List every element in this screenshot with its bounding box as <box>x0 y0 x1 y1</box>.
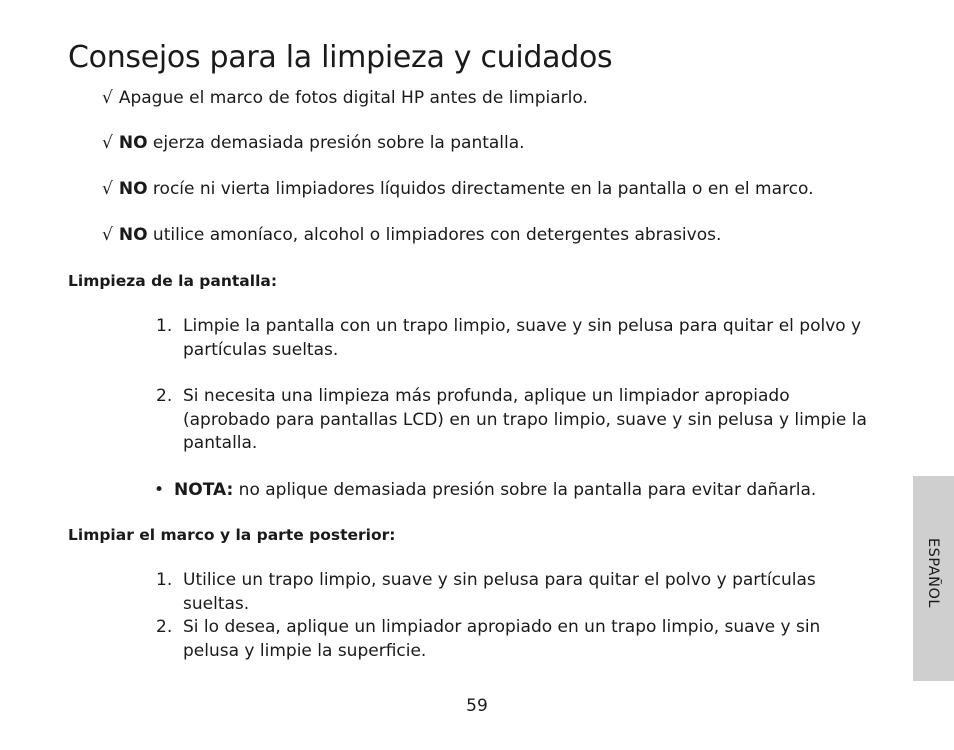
page-title: Consejos para la limpieza y cuidados <box>68 40 613 75</box>
tip-emphasis: NO <box>118 225 148 245</box>
step-text: Si necesita una limpieza más profunda, aplique un limpiador apropiado (aprobado para pantallas LCD) en un trapo limpio, suave y sin pelusa y limpie la pantalla. <box>183 386 867 453</box>
step-text: Utilice un trapo limpio, suave y sin pelusa para quitar el polvo y partículas sueltas. <box>183 570 816 614</box>
page-number: 59 <box>466 696 488 716</box>
language-tab <box>913 476 954 681</box>
check-mark-icon: √ <box>102 179 113 199</box>
screen-step <box>156 385 876 456</box>
tip-emphasis: NO <box>118 179 148 199</box>
tip-text: utilice amoníaco, alcohol o limpiadores con detergentes abrasivos. <box>147 225 722 245</box>
note-text: no aplique demasiada presión sobre la pantalla para evitar dañarla. <box>233 480 817 500</box>
frame-cleaning-heading: Limpiar el marco y la parte posterior: <box>68 526 396 544</box>
step-text: Si lo desea, aplique un limpiador apropiado en un trapo limpio, suave y sin pelusa y limpie la superficie. <box>183 617 821 661</box>
screen-cleaning-heading: Limpieza de la pantalla: <box>68 272 278 290</box>
step-number: 2. <box>156 386 173 406</box>
note <box>154 478 816 502</box>
tip-item <box>102 223 721 247</box>
check-mark-icon: √ <box>102 88 113 108</box>
tip-item <box>102 177 814 201</box>
frame-step <box>156 616 876 663</box>
step-number: 1. <box>156 570 173 590</box>
language-tab-label: ESPAÑOL <box>925 538 941 608</box>
note-label: NOTA: <box>174 480 234 500</box>
step-number: 1. <box>156 316 173 336</box>
step-text: Limpie la pantalla con un trapo limpio, suave y sin pelusa para quitar el polvo y partículas sueltas. <box>183 316 862 360</box>
screen-step <box>156 315 876 362</box>
frame-step <box>156 569 876 616</box>
tip-item <box>102 131 525 155</box>
check-mark-icon: √ <box>102 225 113 245</box>
tip-text: Apague el marco de fotos digital HP antes de limpiarlo. <box>118 88 588 108</box>
tip-emphasis: NO <box>118 133 148 153</box>
check-mark-icon: √ <box>102 133 113 153</box>
tip-text: rocíe ni vierta limpiadores líquidos directamente en la pantalla o en el marco. <box>147 179 814 199</box>
bullet-icon: • <box>154 480 165 500</box>
step-number: 2. <box>156 617 173 637</box>
tip-text: ejerza demasiada presión sobre la pantalla. <box>147 133 525 153</box>
tip-item <box>102 86 588 110</box>
